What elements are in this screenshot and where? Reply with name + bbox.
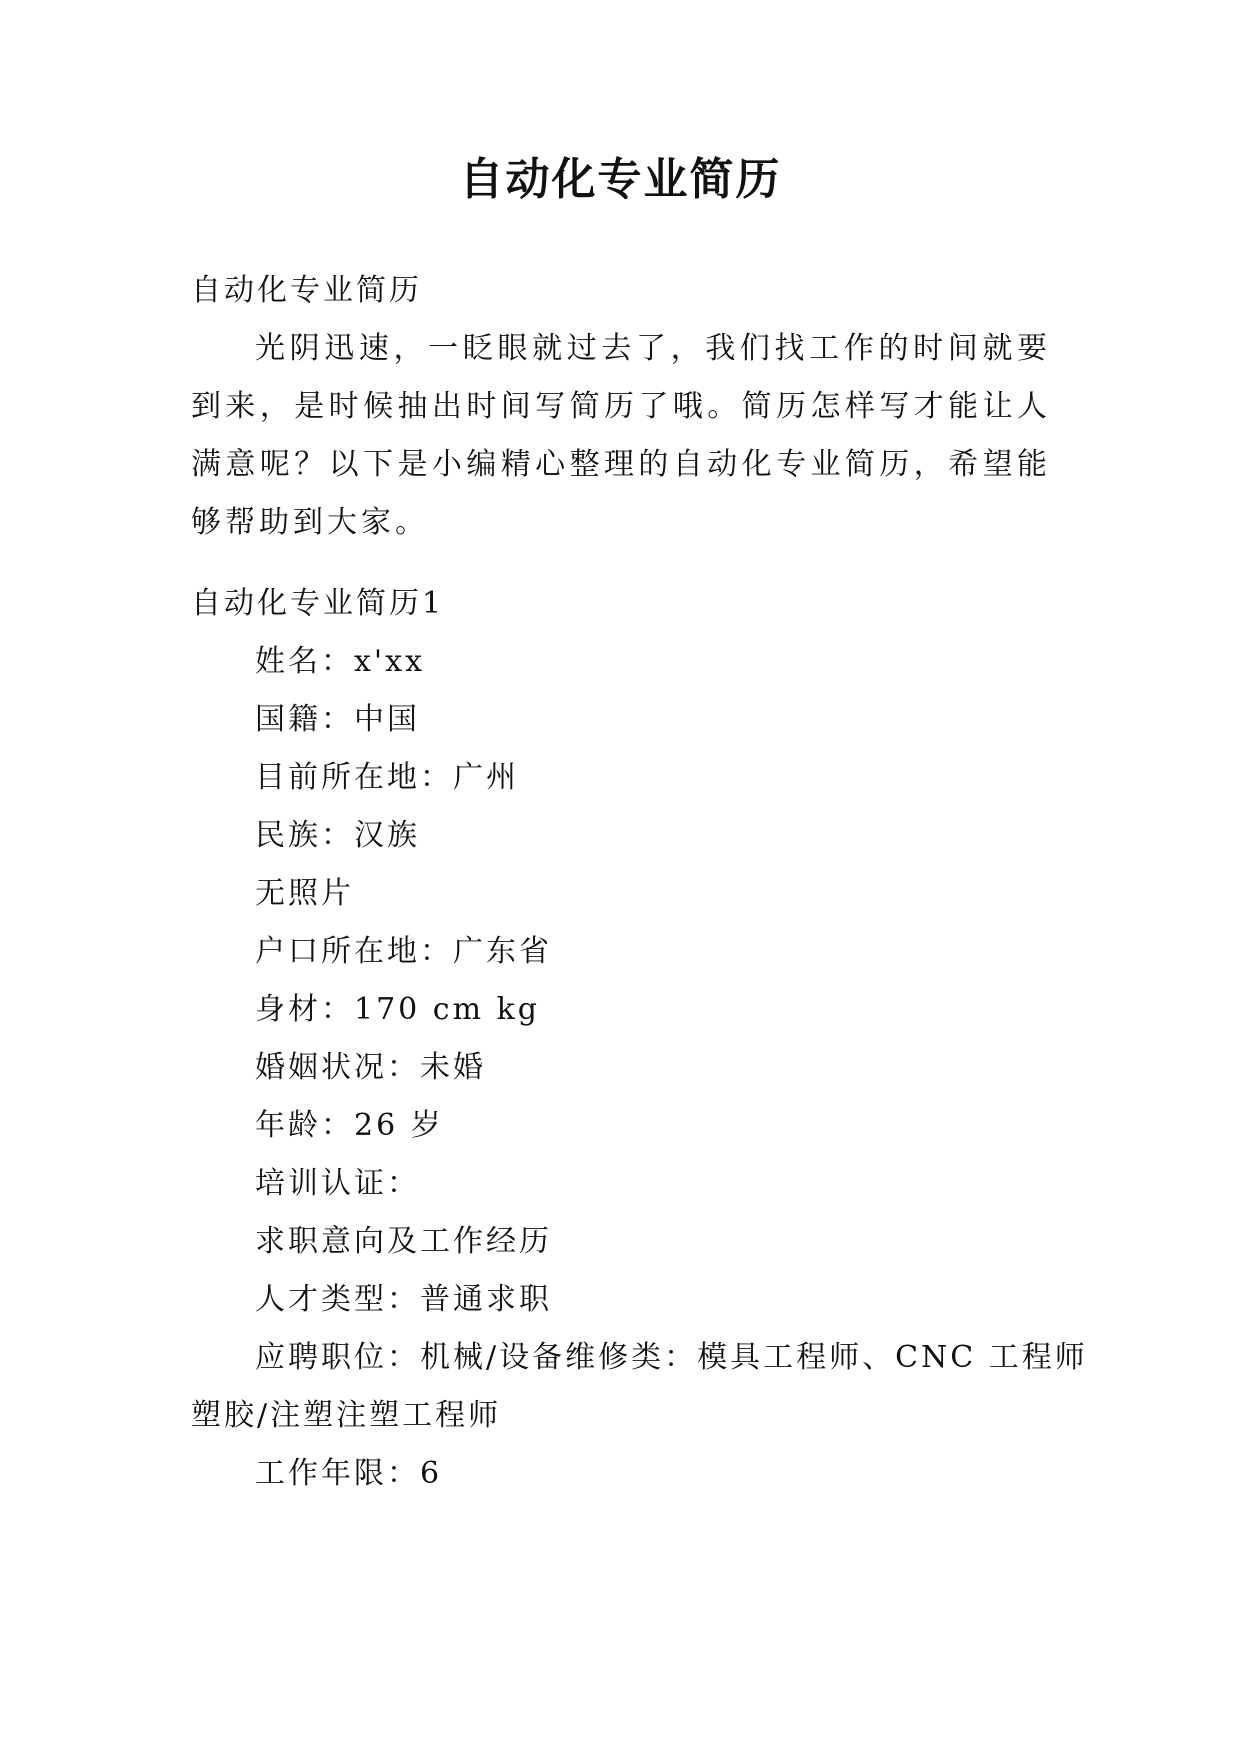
field-training: 培训认证： [255, 1166, 420, 1201]
field-age: 年龄：26 岁 [255, 1108, 444, 1143]
job-section-heading: 求职意向及工作经历 [255, 1224, 552, 1259]
field-talent-type: 人才类型：普通求职 [255, 1282, 552, 1317]
field-nationality: 国籍：中国 [255, 702, 420, 737]
field-location: 目前所在地：广州 [255, 760, 519, 795]
document-title: 自动化专业简历 [459, 154, 782, 205]
field-position: 应聘职位：机械/设备维修类：模具工程师、CNC 工程师 [255, 1340, 1088, 1375]
field-hukou: 户口所在地：广东省 [255, 934, 552, 969]
intro-paragraph: 光阴迅速，一眨眼就过去了，我们找工作的时间就要到来，是时候抽出时间写简历了哦。简历怎样写才能让人满意呢？以下是小编精心整理的自动化专业简历，希望能够帮助到大家。 [191, 331, 1051, 540]
field-position-continued: 塑胶/注塑注塑工程师 [191, 1398, 502, 1433]
resume-section [191, 575, 1088, 1503]
field-photo: 无照片 [255, 876, 354, 911]
field-years: 工作年限：6 [255, 1456, 443, 1491]
field-height: 身材：170 cm kg [255, 992, 540, 1027]
resume-heading: 自动化专业简历1 [191, 586, 445, 621]
section-heading: 自动化专业简历 [191, 273, 422, 308]
field-marital: 婚姻状况：未婚 [255, 1050, 486, 1085]
field-ethnicity: 民族：汉族 [255, 818, 420, 853]
field-name: 姓名：x'xx [255, 644, 426, 679]
intro-section [191, 262, 1051, 552]
